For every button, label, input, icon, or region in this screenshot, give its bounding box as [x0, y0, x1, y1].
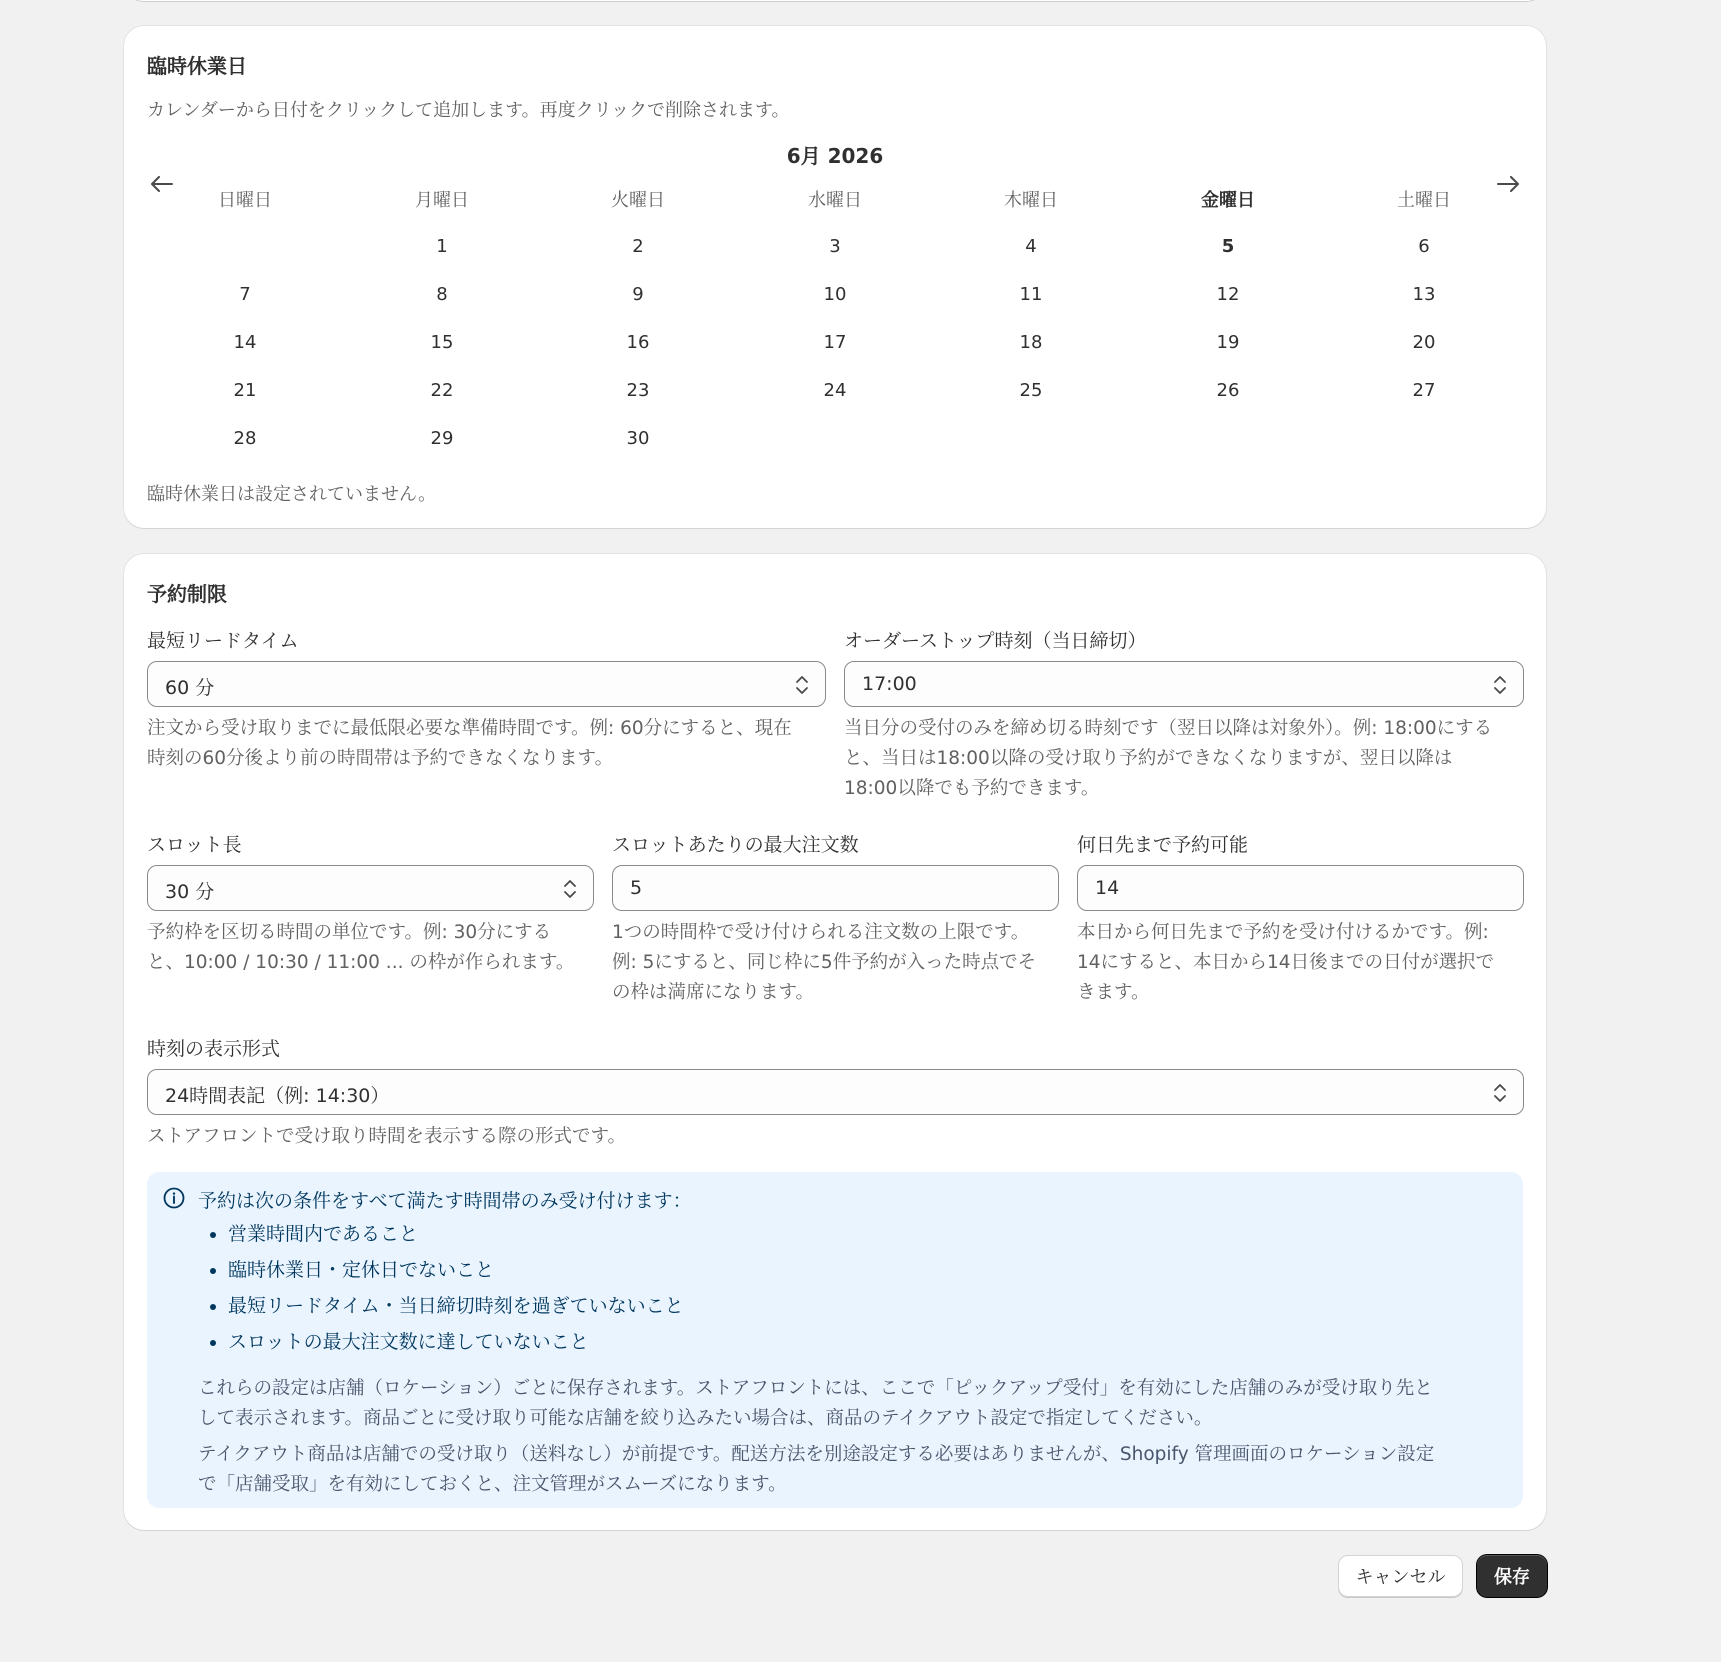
info-banner-paragraph-locations: これらの設定は店舗（ロケーション）ごとに保存されます。ストアフロントには、ここで「ピックアップ受付」を有効にした店舗のみが受け取り先と して表示されます。商品ごとに受け取り可能な店舗を絞り込みたい場合は、商品のテイクアウト設定で指定してください。	[198, 1378, 1433, 1429]
time-format-label: 時刻の表示形式	[147, 1038, 281, 1060]
info-banner-heading: 予約は次の条件をすべて満たす時間帯のみ受け付けます：	[198, 1190, 692, 1212]
calendar-day[interactable]: 15	[430, 331, 454, 353]
select-chevron-icon	[795, 674, 809, 696]
calendar-day[interactable]: 23	[626, 379, 650, 401]
slot-length-label: スロット長	[147, 834, 242, 856]
calendar-day[interactable]: 20	[1412, 331, 1436, 353]
calendar-day[interactable]: 1	[436, 235, 448, 257]
calendar-day[interactable]: 17	[823, 331, 847, 353]
days-ahead-value: 14	[1095, 877, 1120, 899]
calendar-day[interactable]: 21	[233, 379, 257, 401]
calendar-day[interactable]: 30	[626, 427, 650, 449]
calendar-prev-button[interactable]	[144, 166, 180, 202]
calendar-day[interactable]: 10	[823, 283, 847, 305]
list-item: • 営業時間内であること	[228, 1216, 684, 1252]
calendar-day[interactable]: 12	[1216, 283, 1240, 305]
weekday-thu: 木曜日	[1004, 190, 1058, 211]
calendar-day[interactable]: 29	[430, 427, 454, 449]
weekday-tue: 火曜日	[611, 190, 665, 211]
max-orders-value: 5	[630, 877, 643, 899]
max-orders-input[interactable]	[612, 865, 1059, 911]
calendar-day[interactable]: 24	[823, 379, 847, 401]
info-icon	[163, 1187, 185, 1209]
calendar-next-button[interactable]	[1490, 166, 1526, 202]
calendar-day[interactable]: 18	[1019, 331, 1043, 353]
calendar-day[interactable]: 7	[239, 283, 251, 305]
closures-description: カレンダーから日付をクリックして追加します。再度クリックで削除されます。	[147, 100, 790, 121]
lead-time-label: 最短リードタイム	[147, 630, 299, 652]
calendar-day[interactable]: 9	[632, 283, 644, 305]
cancel-button[interactable]: キャンセル	[1338, 1555, 1463, 1597]
order-stop-help: 当日分の受付のみを締め切る時刻です（翌日以降は対象外）。例: 18:00にする と、当日は18:00以降の受け取り予約ができなくなりますが、翌日以降は 18:00以降でも予約できます。	[844, 718, 1493, 799]
info-banner-list	[198, 1216, 684, 1360]
calendar-day[interactable]: 27	[1412, 379, 1436, 401]
order-stop-value: 17:00	[862, 673, 917, 695]
days-ahead-help: 本日から何日先まで予約を受け付けるかです。例: 14にすると、本日から14日後までの日付が選択で きます。	[1077, 922, 1495, 1003]
max-orders-help: 1つの時間枠で受け付けられる注文数の上限です。 例: 5にすると、同じ枠に5件予約が入った時点でそ の枠は満席になります。	[612, 922, 1037, 1003]
calendar-day[interactable]: 26	[1216, 379, 1240, 401]
closures-empty-text: 臨時休業日は設定されていません。	[147, 484, 437, 505]
calendar-day[interactable]: 28	[233, 427, 257, 449]
arrow-right-icon	[1497, 176, 1519, 192]
time-format-help: ストアフロントで受け取り時間を表示する際の形式です。	[147, 1126, 626, 1147]
calendar-day[interactable]: 3	[829, 235, 841, 257]
calendar-day[interactable]: 11	[1019, 283, 1043, 305]
limits-card	[124, 554, 1546, 1530]
list-item: • 最短リードタイム・当日締切時刻を過ぎていないこと	[228, 1288, 684, 1324]
save-button[interactable]: 保存	[1477, 1555, 1547, 1597]
weekday-sun: 日曜日	[218, 190, 272, 211]
calendar-day[interactable]: 16	[626, 331, 650, 353]
select-chevron-icon	[1493, 674, 1507, 696]
slot-length-select[interactable]	[147, 865, 594, 911]
previous-card-edge	[124, 0, 1546, 1]
list-item: • 臨時休業日・定休日でないこと	[228, 1252, 684, 1288]
days-ahead-label: 何日先まで予約可能	[1077, 834, 1249, 856]
list-item: • スロットの最大注文数に達していないこと	[228, 1324, 684, 1360]
weekday-fri: 金曜日	[1201, 190, 1255, 211]
time-format-select[interactable]	[147, 1069, 1524, 1115]
calendar-day[interactable]: 13	[1412, 283, 1436, 305]
slot-length-value: 30 分	[165, 881, 215, 903]
calendar-day[interactable]: 6	[1418, 235, 1430, 257]
calendar-day[interactable]: 4	[1025, 235, 1037, 257]
order-stop-select[interactable]	[844, 661, 1524, 707]
lead-time-select[interactable]	[147, 661, 826, 707]
arrow-left-icon	[151, 176, 173, 192]
select-chevron-icon	[1493, 1082, 1507, 1104]
calendar-day[interactable]: 22	[430, 379, 454, 401]
calendar-month-title: 6月 2026	[786, 144, 884, 168]
info-banner-paragraph-shipping: テイクアウト商品は店舗での受け取り（送料なし）が前提です。配送方法を別途設定する必要はありませんが、Shopify 管理画面のロケーション設定 で「店舗受取」を有効にしておくと、注文管理がスムーズになります。	[198, 1444, 1435, 1495]
calendar-day[interactable]: 8	[436, 283, 448, 305]
closures-card	[124, 26, 1546, 528]
days-ahead-input[interactable]	[1077, 865, 1524, 911]
calendar-day[interactable]: 5	[1221, 235, 1235, 257]
weekday-wed: 水曜日	[808, 190, 862, 211]
slot-length-help: 予約枠を区切る時間の単位です。例: 30分にする と、10:00 / 10:30 / 11:00 ... の枠が作られます。	[147, 922, 575, 973]
lead-time-help: 注文から受け取りまでに最低限必要な準備時間です。例: 60分にすると、現在 時刻の60分後より前の時間帯は予約できなくなります。	[147, 718, 792, 769]
limits-title: 予約制限	[147, 582, 227, 606]
order-stop-label: オーダーストップ時刻（当日締切）	[844, 630, 1147, 652]
lead-time-value: 60 分	[165, 677, 215, 699]
calendar-day[interactable]: 2	[632, 235, 644, 257]
weekday-mon: 月曜日	[415, 190, 469, 211]
info-banner	[147, 1172, 1523, 1508]
calendar-day[interactable]: 14	[233, 331, 257, 353]
calendar-day[interactable]: 19	[1216, 331, 1240, 353]
time-format-value: 24時間表記（例: 14:30）	[165, 1085, 390, 1107]
calendar-day[interactable]: 25	[1019, 379, 1043, 401]
max-orders-label: スロットあたりの最大注文数	[612, 834, 859, 856]
closures-title: 臨時休業日	[147, 54, 247, 78]
weekday-sat: 土曜日	[1397, 190, 1451, 211]
select-chevron-icon	[563, 878, 577, 900]
